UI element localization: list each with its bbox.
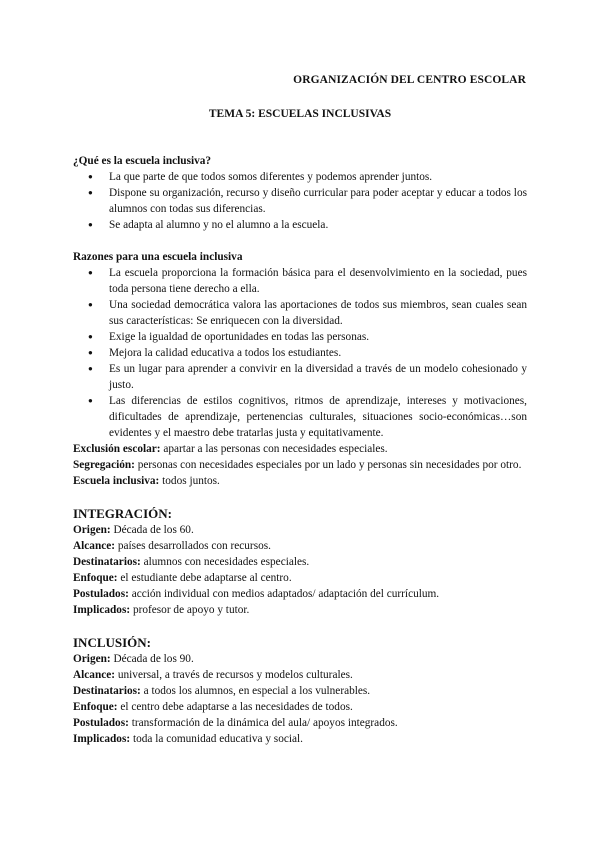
field-term: Postulados: (73, 588, 129, 600)
reasons-list (73, 265, 527, 441)
field-text: países desarrollados con recursos. (115, 540, 271, 552)
field-text: universal, a través de recursos y modelos culturales. (115, 669, 353, 681)
list-item: ● Dispone su organización, recurso y diseño curricular para poder aceptar y educar a todos los alumnos con todas sus diferencias. (73, 185, 527, 217)
document-body (73, 153, 527, 747)
field-text: alumnos con necesidades especiales. (140, 556, 310, 568)
list-item: ● Una sociedad democrática valora las aportaciones de todos sus miembros, sean cuales sean sus características: Se enriquecen con la diversidad. (73, 297, 527, 329)
field-term: Implicados: (73, 604, 131, 616)
definition-term: Escuela inclusiva: (73, 475, 160, 487)
course-title: ORGANIZACIÓN DEL CENTRO ESCOLAR (293, 74, 526, 86)
integracion-postulados (73, 586, 527, 602)
definition-exclusion (73, 441, 527, 457)
list-item: ● Es un lugar para aprender a convivir en la diversidad a través de un modelo cohesionado y justo. (73, 361, 527, 393)
list-item: ● Se adapta al alumno y no el alumno a la escuela. (73, 217, 527, 233)
field-text: toda la comunidad educativa y social. (130, 733, 303, 745)
field-term: Origen: (73, 653, 111, 665)
list-item: ● Exige la igualdad de oportunidades en todas las personas. (73, 329, 527, 345)
document-title: TEMA 5: ESCUELAS INCLUSIVAS (208, 108, 392, 120)
integracion-enfoque (73, 570, 527, 586)
integracion-implicados (73, 602, 527, 618)
definition-segregation (73, 457, 527, 473)
integracion-destinatarios (73, 554, 527, 570)
definition-text: apartar a las personas con necesidades especiales. (160, 443, 388, 455)
field-term: Origen: (73, 524, 111, 536)
field-text: Década de los 90. (110, 653, 194, 665)
field-term: Alcance: (73, 669, 116, 681)
integracion-heading: INTEGRACIÓN: (73, 506, 172, 521)
field-term: Destinatarios: (73, 556, 141, 568)
inclusion-implicados (73, 731, 527, 747)
inclusion-alcance (73, 667, 527, 683)
field-term: Implicados: (73, 733, 131, 745)
list-item: ● Mejora la calidad educativa a todos los estudiantes. (73, 345, 527, 361)
field-text: el centro debe adaptarse a las necesidades de todos. (117, 701, 353, 713)
definition-text: todos juntos. (159, 475, 220, 487)
what-is-list (73, 169, 527, 233)
inclusion-enfoque (73, 699, 527, 715)
field-term: Alcance: (73, 540, 116, 552)
integracion-origen (73, 522, 527, 538)
definition-text: personas con necesidades especiales por un lado y personas sin necesidades por otro. (134, 459, 522, 471)
inclusion-destinatarios (73, 683, 527, 699)
field-text: a todos los alumnos, en especial a los vulnerables. (140, 685, 371, 697)
field-text: acción individual con medios adaptados/ adaptación del currículum. (128, 588, 440, 600)
inclusion-postulados (73, 715, 527, 731)
definition-inclusive-school (73, 473, 527, 489)
integracion-alcance (73, 538, 527, 554)
inclusion-heading: INCLUSIÓN: (73, 635, 152, 650)
field-term: Enfoque: (73, 572, 118, 584)
reasons-heading: Razones para una escuela inclusiva (73, 251, 243, 263)
field-text: Década de los 60. (110, 524, 194, 536)
field-text: profesor de apoyo y tutor. (130, 604, 250, 616)
field-text: transformación de la dinámica del aula/ apoyos integrados. (128, 717, 398, 729)
what-is-heading: ¿Qué es la escuela inclusiva? (73, 155, 212, 167)
field-text: el estudiante debe adaptarse al centro. (117, 572, 292, 584)
list-item: ● La escuela proporciona la formación básica para el desenvolvimiento en la sociedad, pues toda persona tiene derecho a ella. (73, 265, 527, 297)
definition-term: Segregación: (73, 459, 135, 471)
definition-term: Exclusión escolar: (73, 443, 161, 455)
field-term: Enfoque: (73, 701, 118, 713)
inclusion-origen (73, 651, 527, 667)
list-item: ● La que parte de que todos somos diferentes y podemos aprender juntos. (73, 169, 527, 185)
field-term: Destinatarios: (73, 685, 141, 697)
list-item: ● Las diferencias de estilos cognitivos, ritmos de aprendizaje, intereses y motivaciones, dificultades de aprendizaje, pertenencias culturales, situaciones socio-económicas…son evidentes y el maestro debe tratarlas justa y equitativamente. (73, 393, 527, 441)
field-term: Postulados: (73, 717, 129, 729)
